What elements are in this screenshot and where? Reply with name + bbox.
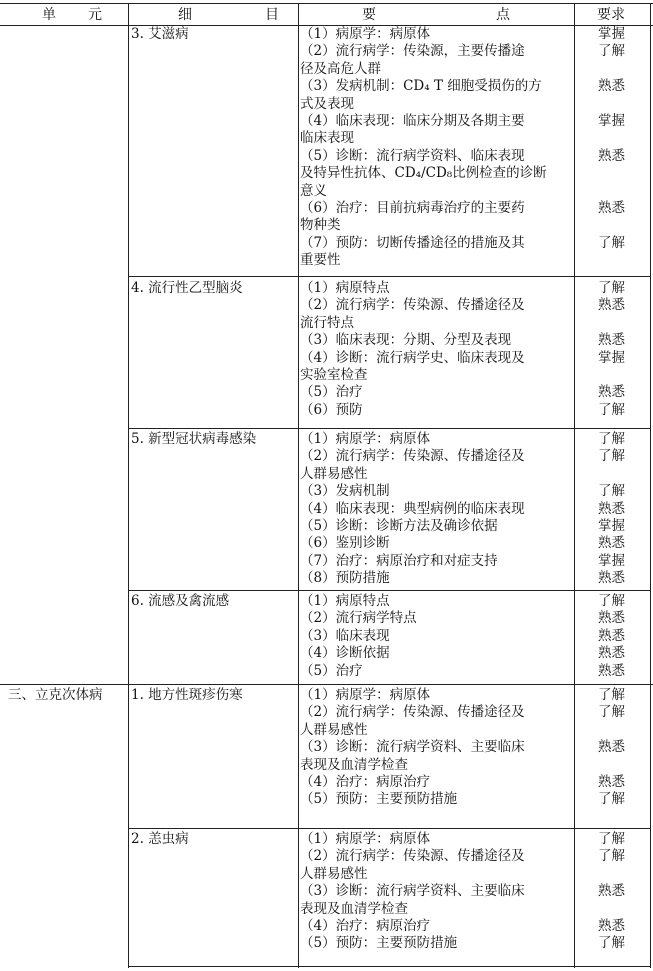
detail-title: 2. 恙虫病 — [131, 831, 189, 847]
point-line: （3）发病机制 — [300, 483, 390, 500]
point-line: （5）诊断：流行病学资料、临床表现 — [300, 147, 525, 164]
point-line: 意义 — [300, 182, 327, 199]
unit-divider — [0, 684, 653, 685]
requirement-level: 了解 — [598, 431, 625, 447]
requirement-level: 熟悉 — [598, 147, 625, 164]
point-line: 物种类 — [300, 217, 341, 234]
point-line: （6）鉴别诊断 — [300, 535, 390, 552]
requirement-level: 了解 — [598, 935, 625, 952]
point-line: （6）治疗：目前抗病毒治疗的主要药 — [300, 200, 525, 217]
req-list — [598, 26, 625, 270]
points-list — [300, 26, 547, 270]
requirement-level: 熟悉 — [598, 610, 625, 627]
point-line: （4）治疗：病原治疗 — [300, 774, 431, 791]
point-line: （1）病原学：病原体 — [300, 26, 431, 42]
point-line: （5）治疗 — [300, 662, 363, 679]
requirement-level: 了解 — [598, 593, 625, 609]
header-unit-char-1: 单 — [42, 7, 56, 23]
requirement-level — [598, 165, 625, 182]
requirement-level: 熟悉 — [598, 200, 625, 217]
col-divider-right — [650, 3, 651, 968]
point-line: 实验室检查 — [300, 367, 368, 384]
requirement-level: 了解 — [598, 234, 625, 251]
section-divider — [128, 590, 651, 591]
points-list — [300, 593, 417, 680]
requirement-level — [598, 315, 625, 332]
point-line: （3）临床表现 — [300, 627, 390, 644]
header-requirement: 要求 — [597, 7, 625, 23]
requirement-level: 熟悉 — [598, 535, 625, 552]
requirement-level: 了解 — [598, 448, 625, 465]
requirement-level: 熟悉 — [598, 332, 625, 349]
point-line: （3）临床表现：分期、分型及表现 — [300, 332, 512, 349]
requirement-level: 掌握 — [598, 113, 625, 130]
detail-title: 1. 地方性斑疹伤寒 — [131, 687, 243, 703]
point-line: 及特异性抗体、CD₄/CD₈比例检查的诊断 — [300, 165, 547, 182]
point-line: 人群易感性 — [300, 865, 368, 882]
point-line: 临床表现 — [300, 130, 354, 147]
point-line: （2）流行病学：传染源、传播途径及 — [300, 704, 525, 721]
point-line: （5）诊断：诊断方法及确诊依据 — [300, 518, 498, 535]
point-line: （1）病原学：病原体 — [300, 431, 431, 447]
requirement-level: 掌握 — [598, 518, 625, 535]
point-line: （4）治疗：病原治疗 — [300, 918, 431, 935]
requirement-level: 掌握 — [598, 26, 625, 42]
requirement-level — [598, 217, 625, 234]
requirement-level — [598, 183, 625, 200]
header-points-char-1: 要 — [362, 7, 376, 23]
requirement-level — [598, 722, 625, 739]
point-line: （6）预防 — [300, 401, 363, 418]
table-bottom-border — [128, 966, 651, 967]
points-list — [300, 831, 525, 953]
col-divider-points — [574, 3, 575, 968]
col-divider-unit — [128, 3, 129, 968]
req-list — [598, 593, 625, 680]
header-unit-char-2: 元 — [88, 7, 102, 23]
point-line: （4）临床表现：临床分期及各期主要 — [300, 113, 525, 130]
point-line: （3）诊断：流行病学资料、主要临床 — [300, 883, 525, 900]
point-line: （4）临床表现：典型病例的临床表现 — [300, 500, 525, 517]
requirement-level: 熟悉 — [598, 500, 625, 517]
header-detail-char-2: 目 — [265, 7, 279, 23]
requirement-level — [598, 96, 625, 113]
section-divider — [128, 828, 651, 829]
point-line: （7）预防：切断传播途径的措施及其 — [300, 234, 525, 251]
unit-label: 三、立克次体病 — [8, 687, 103, 703]
requirement-level: 了解 — [598, 43, 625, 60]
requirement-level: 了解 — [598, 687, 625, 703]
requirement-level: 熟悉 — [598, 774, 625, 791]
points-list — [300, 280, 525, 419]
requirement-level: 熟悉 — [598, 662, 625, 679]
point-line: （2）流行病学：传染源，主要传播途 — [300, 43, 525, 60]
requirement-level: 熟悉 — [598, 384, 625, 401]
requirement-level — [598, 367, 625, 384]
point-line: （7）治疗：病原治疗和对症支持 — [300, 552, 498, 569]
point-line: （1）病原学：病原体 — [300, 687, 431, 703]
point-line: （5）治疗 — [300, 384, 363, 401]
requirement-level: 熟悉 — [598, 739, 625, 756]
requirement-level: 熟悉 — [598, 627, 625, 644]
requirement-level: 了解 — [598, 704, 625, 721]
header-detail-char-1: 细 — [178, 7, 192, 23]
section-divider — [128, 276, 651, 277]
point-line: （8）预防措施 — [300, 570, 390, 587]
requirement-level: 了解 — [598, 280, 625, 296]
requirement-level: 熟悉 — [598, 645, 625, 662]
requirement-level: 熟悉 — [598, 297, 625, 314]
req-list — [598, 687, 625, 809]
point-line: （3）诊断：流行病学资料、主要临床 — [300, 739, 525, 756]
point-line: 重要性 — [300, 252, 341, 269]
requirement-level: 掌握 — [598, 349, 625, 366]
detail-title: 3. 艾滋病 — [131, 26, 189, 42]
requirement-level: 了解 — [598, 791, 625, 808]
header-points-char-2: 点 — [496, 7, 510, 23]
point-line: （3）发病机制：CD₄ T 细胞受损伤的方 — [300, 78, 542, 95]
requirement-level — [598, 61, 625, 78]
point-line: （2）流行病学：传染源、传播途径及 — [300, 297, 525, 314]
requirement-level: 熟悉 — [598, 918, 625, 935]
requirement-level: 熟悉 — [598, 883, 625, 900]
requirement-level: 了解 — [598, 848, 625, 865]
req-list — [598, 431, 625, 588]
point-line: 人群易感性 — [300, 721, 368, 738]
requirement-level — [598, 757, 625, 774]
requirement-level: 了解 — [598, 483, 625, 500]
requirement-level — [598, 866, 625, 883]
points-list — [300, 431, 525, 588]
point-line: 流行特点 — [300, 314, 354, 331]
detail-title: 5. 新型冠状病毒感染 — [131, 431, 257, 447]
detail-title: 4. 流行性乙型脑炎 — [131, 280, 243, 296]
requirement-level: 掌握 — [598, 552, 625, 569]
requirement-level — [598, 252, 625, 269]
req-list — [598, 280, 625, 419]
requirement-level — [598, 130, 625, 147]
point-line: （2）流行病学：传染源、传播途径及 — [300, 448, 525, 465]
point-line: 式及表现 — [300, 95, 354, 112]
point-line: 表现及血清学检查 — [300, 756, 408, 773]
requirement-level — [598, 466, 625, 483]
col-divider-detail — [298, 3, 299, 968]
point-line: （1）病原特点 — [300, 280, 390, 296]
point-line: （2）流行病学特点 — [300, 610, 417, 627]
requirement-level: 熟悉 — [598, 78, 625, 95]
points-list — [300, 687, 525, 809]
point-line: （1）病原学：病原体 — [300, 831, 431, 847]
req-list — [598, 831, 625, 953]
point-line: （5）预防：主要预防措施 — [300, 791, 458, 808]
detail-title: 6. 流感及禽流感 — [131, 593, 230, 609]
table-top-border — [0, 3, 653, 4]
requirement-level: 了解 — [598, 831, 625, 847]
point-line: （4）诊断：流行病学史、临床表现及 — [300, 349, 525, 366]
point-line: 表现及血清学检查 — [300, 900, 408, 917]
requirement-level — [598, 901, 625, 918]
point-line: （2）流行病学：传染源、传播途径及 — [300, 848, 525, 865]
point-line: （1）病原特点 — [300, 593, 390, 609]
requirement-level: 熟悉 — [598, 570, 625, 587]
requirement-level: 了解 — [598, 401, 625, 418]
point-line: 径及高危人群 — [300, 60, 381, 77]
section-divider — [128, 428, 651, 429]
point-line: （4）诊断依据 — [300, 645, 390, 662]
point-line: （5）预防：主要预防措施 — [300, 935, 458, 952]
point-line: 人群易感性 — [300, 465, 368, 482]
